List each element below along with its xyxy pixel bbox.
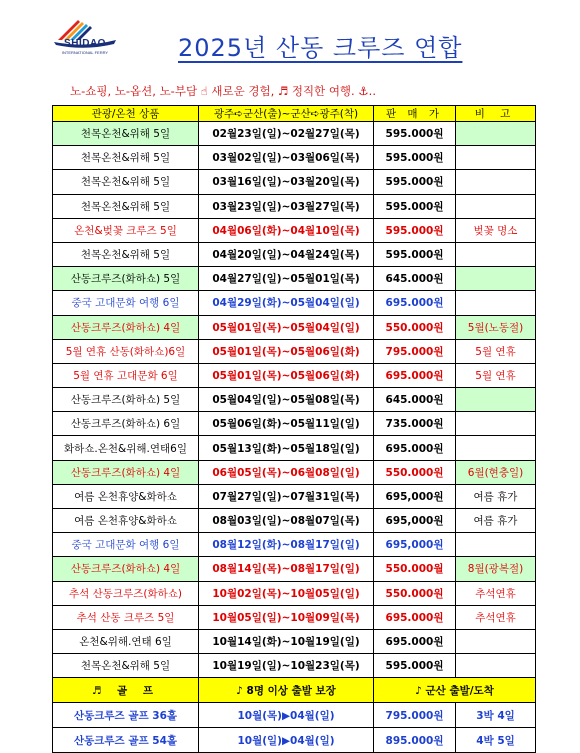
table-row [53, 460, 536, 484]
golf-price: 795.000원 [374, 703, 456, 728]
product-cell: 천목온천&위해 5일 [53, 122, 199, 146]
header-dates: 광주➪군산(출)~군산➪광주(착) [199, 106, 374, 122]
note-cell: 8월(광복절) [456, 557, 536, 581]
dates-cell: 03월16일(일)~03월20일(목) [199, 170, 374, 194]
table-row [53, 388, 536, 412]
product-cell: 산동크루즈(화하쇼) 4일 [53, 315, 199, 339]
product-cell: 추석 산동크루즈(화하쇼) [53, 581, 199, 605]
golf-price: 895.000원 [374, 728, 456, 753]
note-cell [456, 388, 536, 412]
table-row [53, 581, 536, 605]
table-row [53, 339, 536, 363]
price-cell: 695,000원 [374, 484, 456, 508]
golf-route: ♪ 군산 출발/도착 [374, 678, 536, 703]
price-cell: 595.000원 [374, 146, 456, 170]
note-cell [456, 122, 536, 146]
note-cell [456, 170, 536, 194]
table-row [53, 436, 536, 460]
dates-cell: 05월04일(일)~05월08일(목) [199, 388, 374, 412]
golf-row [53, 703, 536, 728]
product-cell: 여름 온천휴양&화하쇼 [53, 484, 199, 508]
price-cell: 595.000원 [374, 218, 456, 242]
tour-schedule-table [52, 105, 536, 753]
dates-cell: 08월12일(화)~08월17일(일) [199, 533, 374, 557]
golf-dates: 10월(일)▶04월(일) [199, 728, 374, 753]
dates-cell: 04월29일(화)~05월04일(일) [199, 291, 374, 315]
price-cell: 550.000월 [374, 557, 456, 581]
note-cell: 5월(노동절) [456, 315, 536, 339]
golf-product: 산동크루즈 골프 54홀 [53, 728, 199, 753]
note-cell [456, 629, 536, 653]
golf-departure-guarantee: ♪ 8명 이상 출발 보장 [199, 678, 374, 703]
slogan: 노-쇼핑, 노-옵션, 노-부담 ☝ 새로운 경험, ♬ 정직한 여행. ⚓.. [70, 84, 376, 98]
table-row [53, 509, 536, 533]
table-row [53, 315, 536, 339]
table-row [53, 654, 536, 678]
product-cell: 천목온천&위해 5일 [53, 146, 199, 170]
table-row [53, 484, 536, 508]
product-cell: 화하쇼.온천&위해.연태6일 [53, 436, 199, 460]
price-cell: 695.000원 [374, 605, 456, 629]
dates-cell: 10월02일(목)~10월05일(일) [199, 581, 374, 605]
price-cell: 595.000원 [374, 122, 456, 146]
price-cell: 695,000원 [374, 509, 456, 533]
table-row [53, 122, 536, 146]
product-cell: 산동크루즈(화하쇼) 5일 [53, 267, 199, 291]
golf-header-row [53, 678, 536, 703]
note-cell [456, 436, 536, 460]
dates-cell: 04월06일(화)~04월10일(목) [199, 218, 374, 242]
note-cell: 추석연휴 [456, 581, 536, 605]
dates-cell: 05월01일(목)~05월06일(화) [199, 339, 374, 363]
price-cell: 595.000원 [374, 194, 456, 218]
note-cell [456, 412, 536, 436]
note-cell: 추석연휴 [456, 605, 536, 629]
golf-note: 3박 4일 [456, 703, 536, 728]
product-cell: 추석 산동 크루즈 5일 [53, 605, 199, 629]
dates-cell: 06월05일(목)~06월08일(일) [199, 460, 374, 484]
price-cell: 595.000원 [374, 654, 456, 678]
note-cell: 5월 연휴 [456, 339, 536, 363]
dates-cell: 05월06일(화)~05월11일(일) [199, 412, 374, 436]
price-cell: 695.000원 [374, 291, 456, 315]
dates-cell: 07월27일(일)~07월31일(목) [199, 484, 374, 508]
dates-cell: 03월23일(일)~03월27일(목) [199, 194, 374, 218]
price-cell: 795.000원 [374, 339, 456, 363]
price-cell: 645.000원 [374, 267, 456, 291]
price-cell: 695,000원 [374, 533, 456, 557]
logo-subtext: INTERNATIONAL FERRY [61, 50, 109, 55]
price-cell: 695.000원 [374, 363, 456, 387]
product-cell: 산동크루즈(화하쇼) 5일 [53, 388, 199, 412]
dates-cell: 05월13일(화)~05월18일(일) [199, 436, 374, 460]
table-row [53, 557, 536, 581]
product-cell: 천목온천&위해 5일 [53, 654, 199, 678]
note-cell [456, 654, 536, 678]
product-cell: 온천&위해.연태 6일 [53, 629, 199, 653]
logo-text: SHIDAO [64, 38, 106, 49]
table-header-row [53, 106, 536, 122]
dates-cell: 04월27일(일)~05월01일(목) [199, 267, 374, 291]
product-cell: 5월 연휴 고대문화 6일 [53, 363, 199, 387]
dates-cell: 02월23일(일)~02월27일(목) [199, 122, 374, 146]
dates-cell: 10월14일(화)~10월19일(일) [199, 629, 374, 653]
dates-cell: 05월01일(목)~05월04일(일) [199, 315, 374, 339]
table-row [53, 146, 536, 170]
table-row [53, 194, 536, 218]
note-cell [456, 267, 536, 291]
product-cell: 온천&벚꽃 크루즈 5일 [53, 218, 199, 242]
table-row [53, 412, 536, 436]
note-cell: 여름 휴가 [456, 509, 536, 533]
note-cell: 6월(현충일) [456, 460, 536, 484]
product-cell: 천목온천&위해 5일 [53, 170, 199, 194]
product-cell: 산동크루즈(화하쇼) 6일 [53, 412, 199, 436]
golf-title: ♬ 골 프 [53, 678, 199, 703]
price-cell: 695.000원 [374, 629, 456, 653]
price-cell: 735.000원 [374, 412, 456, 436]
price-cell: 595.000원 [374, 170, 456, 194]
table-row [53, 170, 536, 194]
golf-dates: 10월(목)▶04월(일) [199, 703, 374, 728]
product-cell: 천목온천&위해 5일 [53, 242, 199, 266]
table-row [53, 533, 536, 557]
price-cell: 550.000원 [374, 315, 456, 339]
table-row [53, 605, 536, 629]
note-cell: 여름 휴가 [456, 484, 536, 508]
golf-product: 산동크루즈 골프 36홀 [53, 703, 199, 728]
product-cell: 산동크루즈(화하쇼) 4일 [53, 460, 199, 484]
table-row [53, 218, 536, 242]
header-price: 판 매 가 [374, 106, 456, 122]
note-cell [456, 242, 536, 266]
dates-cell: 05월01일(목)~05월06일(화) [199, 363, 374, 387]
header [0, 0, 580, 78]
dates-cell: 10월05일(일)~10월09일(목) [199, 605, 374, 629]
golf-row [53, 728, 536, 753]
price-cell: 595.000원 [374, 242, 456, 266]
price-cell: 645.000원 [374, 388, 456, 412]
tour-rows [53, 122, 536, 678]
note-cell: 5월 연휴 [456, 363, 536, 387]
note-cell: 벚꽃 명소 [456, 218, 536, 242]
table-row [53, 291, 536, 315]
dates-cell: 10월19일(일)~10월23일(목) [199, 654, 374, 678]
price-cell: 550.000원 [374, 581, 456, 605]
table-row [53, 629, 536, 653]
table-row [53, 363, 536, 387]
product-cell: 천목온천&위해 5일 [53, 194, 199, 218]
price-cell: 550.000원 [374, 460, 456, 484]
product-cell: 중국 고대문화 여행 6일 [53, 533, 199, 557]
note-cell [456, 146, 536, 170]
dates-cell: 08월14일(목)~08월17일(일) [199, 557, 374, 581]
dates-cell: 08월03일(일)~08월07일(목) [199, 509, 374, 533]
product-cell: 산동크루즈(화하쇼) 4일 [53, 557, 199, 581]
product-cell: 중국 고대문화 여행 6일 [53, 291, 199, 315]
product-cell: 여름 온천휴양&화하쇼 [53, 509, 199, 533]
note-cell [456, 291, 536, 315]
golf-note: 4박 5일 [456, 728, 536, 753]
dates-cell: 04월20일(일)~04월24일(목) [199, 242, 374, 266]
dates-cell: 03월02일(일)~03월06일(목) [199, 146, 374, 170]
product-cell: 5월 연휴 산동(화하쇼)6일 [53, 339, 199, 363]
note-cell [456, 194, 536, 218]
table-row [53, 242, 536, 266]
note-cell [456, 533, 536, 557]
header-note: 비 고 [456, 106, 536, 122]
header-product: 관광/온천 상품 [53, 106, 199, 122]
price-cell: 695.000원 [374, 436, 456, 460]
table-row [53, 267, 536, 291]
page-title: 2025년 산동 크루즈 연합 [178, 34, 463, 62]
